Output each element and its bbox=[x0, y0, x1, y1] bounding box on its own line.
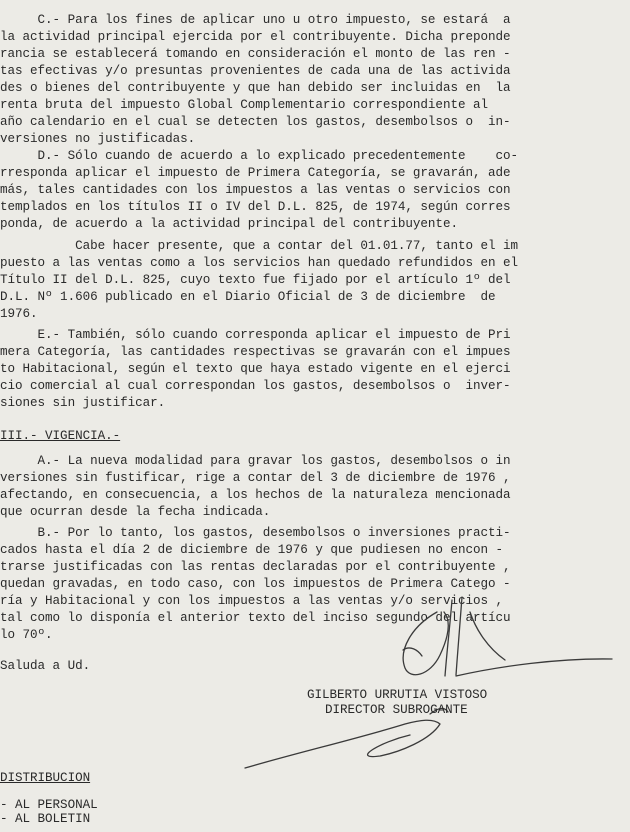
paragraph-line: afectando, en consecuencia, a los hechos de la naturaleza mencionada bbox=[0, 488, 511, 502]
paragraph-line: C.- Para los fines de aplicar uno u otro impuesto, se estará a bbox=[0, 13, 511, 27]
signatory-name: GILBERTO URRUTIA VISTOSO bbox=[307, 688, 488, 702]
paragraph-line: trarse justificadas con las rentas declaradas por el contribuyente , bbox=[0, 560, 511, 574]
paragraph-line: des o bienes del contribuyente y que han debido ser incluidas en la bbox=[0, 81, 511, 95]
closing-salutation: Saluda a Ud. bbox=[0, 659, 91, 673]
paragraph-line: D.- Sólo cuando de acuerdo a lo explicado precedentemente co- bbox=[0, 149, 519, 163]
paragraph-line: cados hasta el día 2 de diciembre de 1976 y que pudiesen no encon - bbox=[0, 543, 504, 557]
paragraph-line: renta bruta del impuesto Global Complementario correspondiente al bbox=[0, 98, 488, 112]
paragraph-line: Cabe hacer presente, que a contar del 01.01.77, tanto el im bbox=[0, 239, 519, 253]
paragraph-line: versiones no justificadas. bbox=[0, 132, 196, 146]
paragraph-line: rresponda aplicar el impuesto de Primera Categoría, se gravarán, ade bbox=[0, 166, 511, 180]
signatory-title: DIRECTOR SUBROGANTE bbox=[325, 703, 468, 717]
distribution-label: DISTRIBUCION bbox=[0, 771, 91, 785]
paragraph-line: 1976. bbox=[0, 307, 38, 321]
paragraph-line: templados en los títulos II o IV del D.L. 825, de 1974, según corres bbox=[0, 200, 511, 214]
paragraph-line: ría y Habitacional y con los impuestos a las ventas y/o servicios , bbox=[0, 594, 504, 608]
paragraph-line: quedan gravadas, en todo caso, con los impuestos de Primera Catego - bbox=[0, 577, 511, 591]
distribution-item: - AL PERSONAL bbox=[0, 798, 98, 812]
paragraph-line: siones sin justificar. bbox=[0, 396, 166, 410]
paragraph-line: la actividad principal ejercida por el contribuyente. Dicha preponde bbox=[0, 30, 511, 44]
paragraph-line: más, tales cantidades con los impuestos a las ventas o servicios con bbox=[0, 183, 511, 197]
section-heading-vigencia: III.- VIGENCIA.- bbox=[0, 429, 121, 443]
paragraph-line: A.- La nueva modalidad para gravar los gastos, desembolsos o in bbox=[0, 454, 511, 468]
paragraph-line: cio comercial al cual correspondan los gastos, desembolsos o inver- bbox=[0, 379, 511, 393]
paragraph-line: año calendario en el cual se detecten los gastos, desembolsos o in- bbox=[0, 115, 511, 129]
distribution-item: - AL BOLETIN bbox=[0, 812, 91, 826]
paragraph-line: lo 70º. bbox=[0, 628, 53, 642]
paragraph-line: mera Categoría, las cantidades respectivas se gravarán con el impues bbox=[0, 345, 511, 359]
paragraph-line: ponda, de acuerdo a la actividad principal del contribuyente. bbox=[0, 217, 458, 231]
paragraph-line: tas efectivas y/o presuntas provenientes de cada una de las activida bbox=[0, 64, 511, 78]
paragraph-line: D.L. Nº 1.606 publicado en el Diario Oficial de 3 de diciembre de bbox=[0, 290, 496, 304]
paragraph-line: que ocurran desde la fecha indicada. bbox=[0, 505, 271, 519]
paragraph-line: E.- También, sólo cuando corresponda aplicar el impuesto de Pri bbox=[0, 328, 511, 342]
paragraph-line: tal como lo disponía el anterior texto del inciso segundo del artícu bbox=[0, 611, 511, 625]
paragraph-line: puesto a las ventas como a los servicios han quedado refundidos en el bbox=[0, 256, 519, 270]
paragraph-line: rancia se establecerá tomando en consideración el monto de las ren - bbox=[0, 47, 511, 61]
paragraph-line: to Habitacional, según el texto que haya estado vigente en el ejerci bbox=[0, 362, 511, 376]
paragraph-line: versiones sin fustificar, rige a contar del 3 de diciembre de 1976 , bbox=[0, 471, 511, 485]
paragraph-line: B.- Por lo tanto, los gastos, desembolsos o inversiones practi- bbox=[0, 526, 511, 540]
paragraph-line: Título II del D.L. 825, cuyo texto fue fijado por el artículo 1º del bbox=[0, 273, 511, 287]
